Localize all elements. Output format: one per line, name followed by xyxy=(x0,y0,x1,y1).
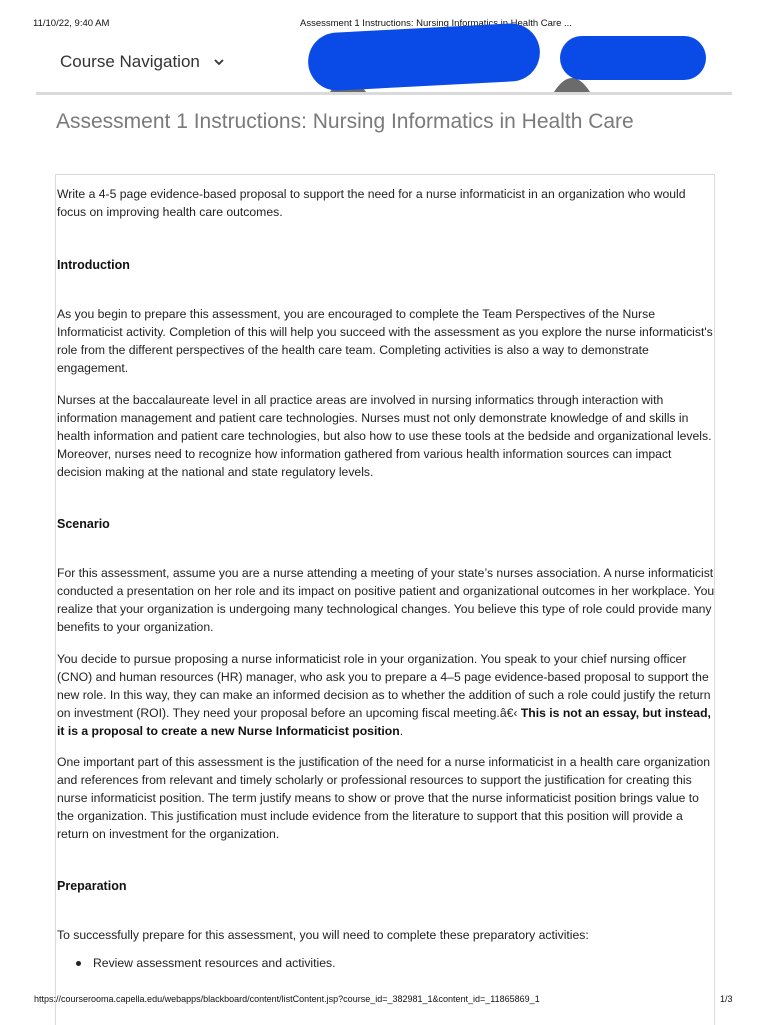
scenario-paragraph-2-end: . xyxy=(399,724,404,738)
intro-paragraph: Write a 4-5 page evidence-based proposal to support the need for a nurse informaticist in an organization who would focus on improving health care outcomes. xyxy=(57,187,686,219)
nav-divider xyxy=(36,92,732,95)
print-datetime: 11/10/22, 9:40 AM xyxy=(33,18,110,29)
redaction-mark xyxy=(307,22,542,92)
course-navigation-dropdown[interactable] xyxy=(60,52,226,72)
introduction-paragraph-2: Nurses at the baccalaureate level in all practice areas are involved in nursing informatics through interaction with information management and patient care technologies. Nurses must not only demonstrate knowledge of and skills in health information and patient care technologies, but also how to use these tools at the bedside and organizational levels. Moreover, nurses need to recognize how information gathered from various health information sources can impact decision making at the national and state regulatory levels. xyxy=(57,393,712,479)
list-item-text: Review assessment resources and activities. xyxy=(93,956,336,970)
print-url: https://courserooma.capella.edu/webapps/blackboard/content/listContent.jsp?course_id=_382981_1&content_id=_11865869_1 xyxy=(34,994,540,1004)
redaction-mark xyxy=(560,36,706,80)
course-navigation-label: Course Navigation xyxy=(60,52,200,71)
scenario-paragraph-2-bold: This is not an essay, but instead, it is a proposal to create a new Nurse Informaticist position xyxy=(57,706,711,738)
scenario-paragraph-2-text: You decide to pursue proposing a nurse informaticist role in your organization. You speak to your chief nursing officer (CNO) and human resources (HR) manager, who ask you to prepare a 4–5 page evidence-based proposal to support the new role. In this way, they can make an informed decision as to whether the addition of such a role could justify the return on investment (ROI). They need your proposal before an upcoming fiscal meeting.â€‹ xyxy=(57,652,711,720)
scenario-paragraph-2 xyxy=(57,650,717,740)
heading-scenario: Scenario xyxy=(57,517,110,531)
bullet-icon xyxy=(76,961,81,966)
page-title: Assessment 1 Instructions: Nursing Informatics in Health Care xyxy=(56,110,634,133)
preparation-paragraph: To successfully prepare for this assessment, you will need to complete these preparatory activities: xyxy=(57,928,589,942)
heading-introduction: Introduction xyxy=(57,258,130,272)
print-page-number: 1/3 xyxy=(720,994,733,1004)
print-footer xyxy=(0,994,768,1008)
heading-preparation: Preparation xyxy=(57,879,127,893)
scenario-paragraph-3: One important part of this assessment is the justification of the need for a nurse informaticist in a health care organization and references from relevant and timely scholarly or professional resources to support the justification for creating this nurse informaticist position. The term justify means to show or prove that the nurse informaticist position brings value to the organization. This justification must include evidence from the literature to support that this position will provide a return on investment for the organization. xyxy=(57,755,711,841)
print-title: Assessment 1 Instructions: Nursing Informatics in Health Care ... xyxy=(300,18,572,29)
list-item xyxy=(76,956,336,970)
chevron-down-icon xyxy=(212,55,226,69)
introduction-paragraph-1: As you begin to prepare this assessment, you are encouraged to complete the Team Perspectives of the Nurse Informaticist activity. Completion of this will help you succeed with the assessment as you explore the nurse informaticist's role from the different perspectives of the health care team. Completing activities is also a way to demonstrate engagement. xyxy=(57,307,713,375)
scenario-paragraph-1: For this assessment, assume you are a nurse attending a meeting of your state’s nurses association. A nurse informaticist conducted a presentation on her role and its impact on positive patient and organizational outcomes in her workplace. You realize that your organization is undergoing many technological changes. You believe this type of role could provide many benefits to your organization. xyxy=(57,566,715,634)
